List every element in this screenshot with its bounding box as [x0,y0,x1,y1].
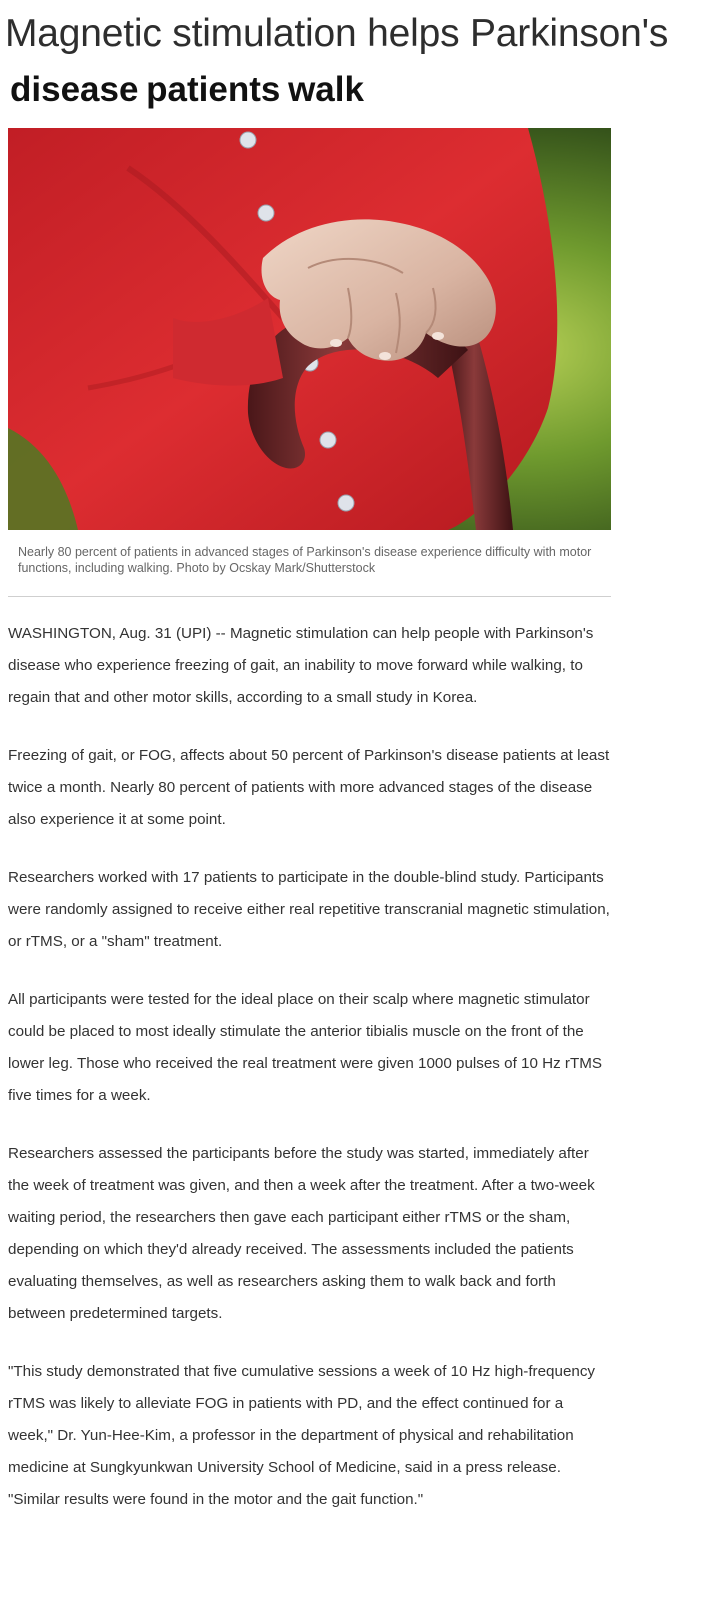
caption-divider [8,596,611,597]
article-body [8,618,611,1542]
elderly-hands-on-cane-illustration [8,128,611,530]
button-icon [258,205,274,221]
photo-caption: Nearly 80 percent of patients in advanced stages of Parkinson's disease experience difficulty with motor functions, including walking. Photo by Ocskay Mark/Shutterstock [18,545,592,575]
article-photo [8,128,611,530]
article-paragraph: Freezing of gait, or FOG, affects about 50 percent of Parkinson's disease patients at least twice a month. Nearly 80 percent of patients with more advanced stages of the disease also experience it at some point. [8,747,610,828]
button-icon [338,495,354,511]
article-paragraph: WASHINGTON, Aug. 31 (UPI) -- Magnetic stimulation can help people with Parkinson's disease who experience freezing of gait, an inability to move forward while walking, to regain that and other motor skills, according to a small study in Korea. [8,625,594,706]
article-paragraph: Researchers worked with 17 patients to participate in the double-blind study. Participants were randomly assigned to receive either real repetitive transcranial magnetic stimulation, or rTMS, or a "sham" treatment. [8,869,610,950]
headline-line-2: disease patients walk [10,70,364,109]
headline-line-1: Magnetic stimulation helps Parkinson's [5,12,669,55]
article-paragraph: "This study demonstrated that five cumulative sessions a week of 10 Hz high-frequency rTMS was likely to alleviate FOG in patients with PD, and the effect continued for a week," Dr. Yun-Hee-Kim, a professor in the department of physical and rehabilitation medicine at Sungkyunkwan University School of Medicine, said in a press release. "Similar results were found in the motor and the gait function." [8,1363,596,1508]
button-icon [320,432,336,448]
article-paragraph: All participants were tested for the ideal place on their scalp where magnetic stimulator could be placed to most ideally stimulate the anterior tibialis muscle on the front of the lower leg. Those who received the real treatment were given 1000 pulses of 10 Hz rTMS five times for a week. [8,991,603,1104]
button-icon [240,132,256,148]
article-paragraph: Researchers assessed the participants before the study was started, immediately after the week of treatment was given, and then a week after the treatment. After a two-week waiting period, the researchers then gave each participant either rTMS or the sham, depending on which they'd already received. The assessments included the patients evaluating themselves, as well as researchers asking them to walk back and forth between predetermined targets. [8,1145,595,1322]
